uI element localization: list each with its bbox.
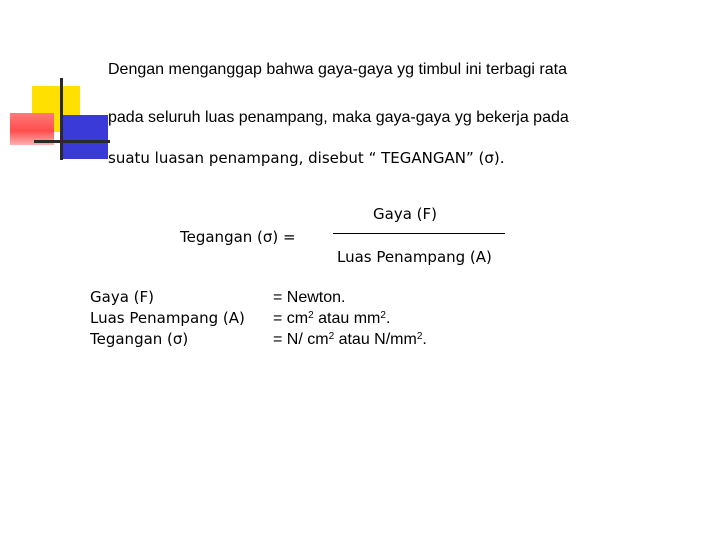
units-value: = Newton. [273,289,346,306]
units-key: Gaya (F) [90,288,154,306]
units-row-gaya [90,288,427,309]
units-list [90,288,427,351]
units-row-tegangan [90,330,427,351]
units-row-luas [90,309,427,330]
units-key: Tegangan (σ) [90,330,189,348]
formula-denominator: Luas Penampang (A) [337,248,492,266]
intro-line-1: Dengan menganggap bahwa gaya-gaya yg timbul ini terbagi rata [108,61,567,78]
decor-blue-square [62,115,108,159]
formula-numerator: Gaya (F) [373,205,437,223]
units-value: = N/ $cm^2$ atau $N/mm^2$. [273,331,427,348]
fraction-bar [333,233,505,234]
intro-line-2: pada seluruh luas penampang, maka gaya-gaya yg bekerja pada [108,109,569,126]
formula-lhs: Tegangan (σ) = [180,228,296,246]
units-value: = $cm^2$ atau $mm^2$. [273,310,391,327]
intro-line-3: suatu luasan penampang, disebut “ TEGANGAN” (σ). [108,149,505,167]
decor-horizontal-line [34,140,110,143]
units-key: Luas Penampang (A) [90,309,245,327]
decor-vertical-line [60,78,63,160]
